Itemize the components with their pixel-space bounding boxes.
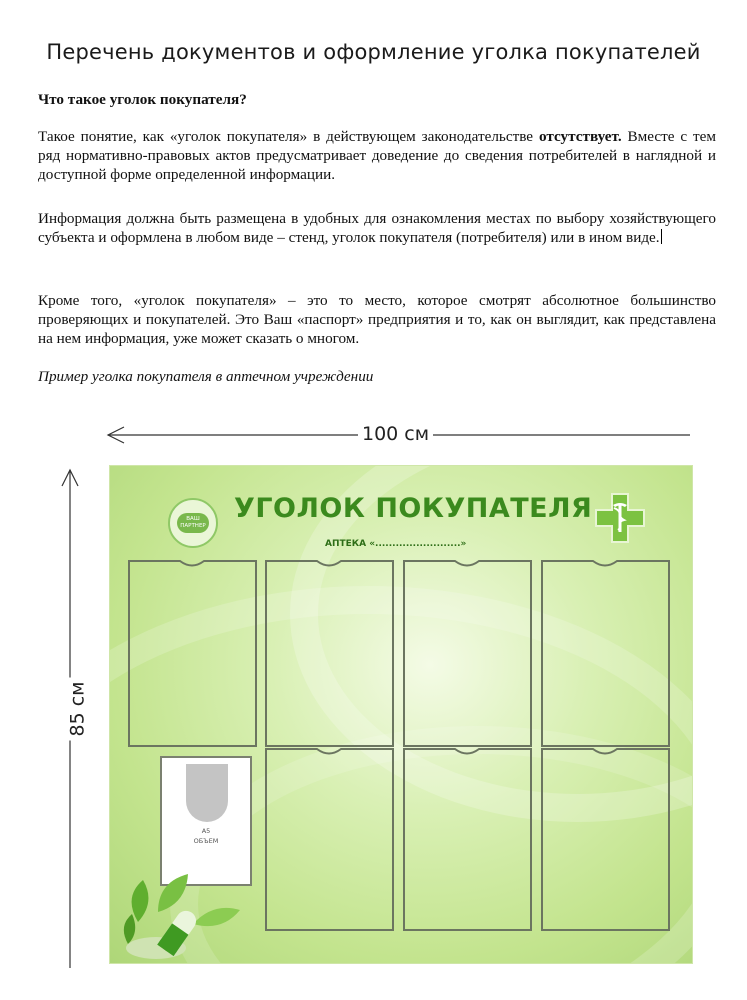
a5-volume-label: ОБЪЕМ bbox=[193, 837, 219, 845]
customer-corner-board bbox=[110, 466, 692, 963]
height-label: 85 см bbox=[67, 678, 89, 741]
paragraph-1 bbox=[38, 127, 716, 184]
pharmacy-cross-icon bbox=[594, 492, 646, 544]
paragraph-2 bbox=[38, 209, 716, 247]
document-pocket bbox=[403, 560, 532, 747]
width-arrow-head bbox=[108, 427, 124, 443]
a5-label bbox=[162, 826, 250, 846]
page-title: Перечень документов и оформление уголка покупателей bbox=[46, 40, 701, 64]
paragraph-2-text: Информация должна быть размещена в удобных для ознакомления местах по выбору хозяйствующего субъекта и оформлена в любом виде – стенд, уголок покупателя (потребителя) или в ином виде. bbox=[38, 210, 716, 246]
text-cursor bbox=[661, 229, 662, 244]
board-title: УГОЛОК ПОКУПАТЕЛЯ bbox=[234, 493, 593, 524]
document-pocket bbox=[541, 560, 670, 747]
paragraph-3: Кроме того, «уголок покупателя» – это то место, которое смотрят абсолютное большинство проверяющих и покупателей. Это Ваш «паспорт» предприятия и то, как он выглядит, как представлена на нем информация, уже может сказать о многом. bbox=[38, 292, 716, 347]
a5-size-label: А5 bbox=[201, 827, 211, 835]
a5-brochure-slot bbox=[186, 764, 228, 822]
width-label: 100 см bbox=[358, 423, 433, 445]
document-pocket bbox=[403, 748, 532, 931]
paragraph-1-start: Такое понятие, как «уголок покупателя» в действующем законодательстве bbox=[38, 128, 539, 145]
partner-badge bbox=[168, 498, 218, 548]
paragraph-1-end: Вместе с тем ряд нормативно-правовых актов предусматривает доведение до сведения потребителей в наглядной и доступной форме определенной информации. bbox=[38, 128, 717, 183]
board-subtitle: АПТЕКА «.........................» bbox=[325, 539, 467, 549]
document-pocket bbox=[128, 560, 257, 747]
partner-badge-text: ВАШ ПАРТНЕР bbox=[177, 513, 209, 533]
leaves-and-capsule-decoration bbox=[118, 862, 248, 962]
paragraph-1-bold: отсутствует. bbox=[538, 128, 622, 145]
figure-caption: Пример уголка покупателя в аптечном учреждении bbox=[38, 368, 374, 385]
height-arrow-head bbox=[62, 470, 78, 486]
document-pocket bbox=[265, 560, 394, 747]
section-heading: Что такое уголок покупателя? bbox=[38, 91, 247, 108]
document-pocket bbox=[541, 748, 670, 931]
document-pocket bbox=[265, 748, 394, 931]
